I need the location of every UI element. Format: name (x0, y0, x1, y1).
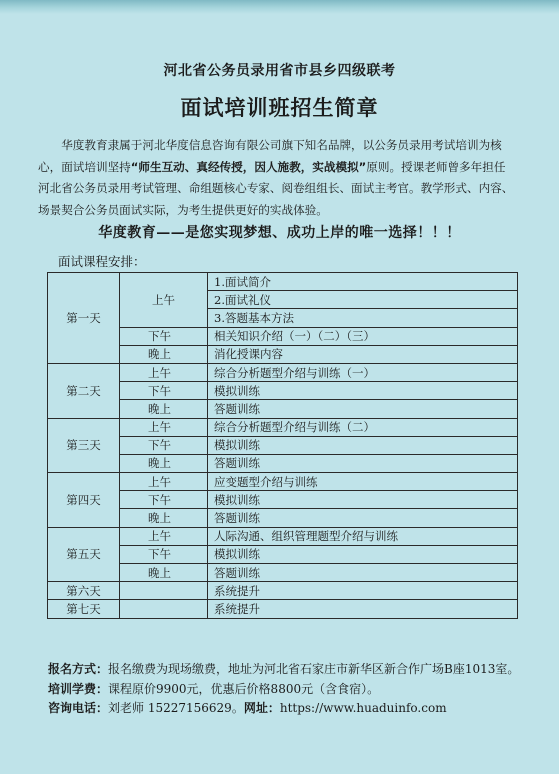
day-cell: 第五天 (48, 527, 120, 582)
subtitle: 河北省公务员录用省市县乡四级联考 (163, 63, 396, 79)
fee-text: 课程原价9900元，优惠后价格8800元（含食宿）。 (108, 681, 380, 696)
time-cell: 下午 (120, 545, 208, 563)
schedule-label: 面试课程安排： (58, 254, 146, 269)
day-cell: 第三天 (48, 418, 120, 473)
topic-cell: 模拟训练 (208, 545, 518, 563)
fee-label: 培训学费： (48, 681, 109, 696)
signup-row (48, 660, 528, 680)
topic-cell: 系统提升 (208, 600, 518, 618)
time-cell: 晚上 (120, 345, 208, 363)
time-cell: 下午 (120, 436, 208, 454)
intro-paragraph (38, 135, 516, 221)
topic-cell: 人际沟通、组织管理题型介绍与训练 (208, 527, 518, 545)
table-row (48, 582, 518, 600)
topic-cell: 模拟训练 (208, 436, 518, 454)
topic-cell: 模拟训练 (208, 382, 518, 400)
topic-cell: 综合分析题型介绍与训练（二） (208, 418, 518, 436)
time-cell: 上午 (120, 527, 208, 545)
time-cell: 下午 (120, 382, 208, 400)
topic-cell: 3.答题基本方法 (208, 309, 518, 327)
topic-cell: 系统提升 (208, 582, 518, 600)
time-cell: 下午 (120, 327, 208, 345)
day-cell: 第七天 (48, 600, 120, 618)
footer-info (48, 660, 528, 719)
website-label: 网址： (243, 701, 280, 715)
topic-cell: 2.面试礼仪 (208, 291, 518, 309)
time-cell: 上午 (120, 473, 208, 491)
table-row (48, 363, 518, 381)
page-title: 面试培训班招生简章 (180, 96, 379, 120)
fee-row (48, 680, 528, 700)
time-cell: 晚上 (120, 400, 208, 418)
empty-cell (120, 582, 208, 600)
day-cell: 第一天 (48, 273, 120, 364)
topic-cell: 答题训练 (208, 564, 518, 582)
signup-label: 报名方式： (48, 662, 109, 676)
empty-cell (120, 600, 208, 618)
slogan: 华度教育——是您实现梦想、成功上岸的唯一选择！！！ (98, 225, 461, 241)
contact-label: 咨询电话： (48, 701, 109, 715)
contact-value (108, 699, 528, 719)
table-row (48, 600, 518, 618)
time-cell: 晚上 (120, 564, 208, 582)
topic-cell: 1.面试简介 (208, 273, 518, 291)
topic-cell: 答题训练 (208, 509, 518, 527)
contact-row (48, 699, 528, 719)
website-link[interactable]: https://www.huaduinfo.com (279, 701, 447, 715)
signup-text: 报名缴费为现场缴费，地址为河北省石家庄市新华区新合作广场B座1013室。 (108, 662, 520, 676)
table-row (48, 473, 518, 491)
topic-cell: 应变题型介绍与训练 (208, 473, 518, 491)
table-row (48, 418, 518, 436)
time-cell: 晚上 (120, 454, 208, 472)
time-cell: 上午 (120, 363, 208, 381)
table-row (48, 527, 518, 545)
time-cell: 上午 (120, 418, 208, 436)
topic-cell: 模拟训练 (208, 491, 518, 509)
topic-cell: 答题训练 (208, 454, 518, 472)
day-cell: 第六天 (48, 582, 120, 600)
topic-cell: 答题训练 (208, 400, 518, 418)
topic-cell: 综合分析题型介绍与训练（一） (208, 363, 518, 381)
intro-text-1: 华度教育隶属于河北华度信息咨询有限公司旗下知名品牌，以公务员录用考试培训为核心，面试培训坚持 (38, 138, 502, 174)
time-cell: 上午 (120, 273, 208, 328)
table-row (48, 273, 518, 291)
day-cell: 第二天 (48, 363, 120, 418)
intro-text-2: 原则。授课老师曾多年担任河北省公务员录用考试管理、命组题核心专家、阅卷组组长、面试主考官。教学形式、内容、场景契合公务员面试实际，为考生提供更好的实战体验。 (38, 159, 514, 217)
day-cell: 第四天 (48, 473, 120, 528)
contact-text: 刘老师 15227156629。 (108, 701, 244, 715)
topic-cell: 相关知识介绍（一）（二）（三） (208, 327, 518, 345)
time-cell: 下午 (120, 491, 208, 509)
time-cell: 晚上 (120, 509, 208, 527)
topic-cell: 消化授课内容 (208, 345, 518, 363)
schedule-table (47, 272, 518, 619)
intro-highlight: “师生互动、真经传授，因人施教，实战模拟” (130, 159, 367, 174)
